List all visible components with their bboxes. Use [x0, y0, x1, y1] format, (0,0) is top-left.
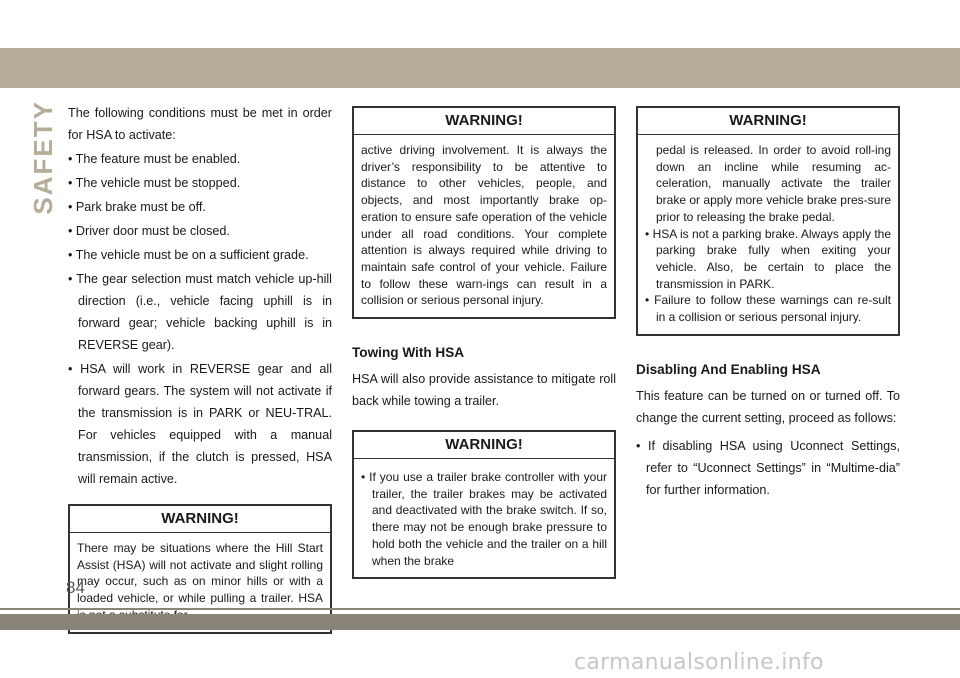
warning-box	[352, 430, 616, 579]
column-2	[352, 106, 616, 579]
warning-title: WARNING!	[354, 432, 614, 459]
condition-item: • The feature must be enabled.	[68, 152, 241, 166]
column-1	[68, 102, 332, 634]
section-heading: Disabling And Enabling HSA	[636, 361, 821, 377]
condition-item: • The vehicle must be on a sufficient grade.	[68, 248, 309, 262]
warning-title: WARNING!	[70, 506, 330, 533]
footer-band	[0, 614, 960, 630]
disable-bullet: • If disabling HSA using Uconnect Settings, refer to “Uconnect Settings” in “Multime-dia” for further information.	[636, 438, 900, 497]
warning-title: WARNING!	[638, 108, 898, 135]
footer-line	[0, 608, 960, 610]
condition-item: • HSA will work in REVERSE gear and all forward gears. The system will not activate if the transmission is in PARK or NEU-TRAL. For vehicles equipped with a manual transmission, if the clutch is pressed, HSA will remain active.	[68, 362, 332, 486]
disable-paragraph: This feature can be turned on or turned off. To change the current setting, proceed as follows:	[636, 388, 900, 425]
warning-box	[636, 106, 900, 336]
header-band	[0, 48, 960, 88]
warning-text: active driving involvement. It is always the driver’s responsibility to be attentive to distance to other vehicles, people, and objects, and most importantly brake op-eration to ensure safe operation of the vehicle under all road conditions. Your complete attention is always required while driving to maintain safe control of your vehicle. Failure to follow these warn-ings can result in a collision or serious personal injury.	[361, 143, 607, 308]
warning-text: • HSA is not a parking brake. Always apply the parking brake fully when exiting your vehicle. Also, be certain to place the transmission in PARK.	[645, 226, 891, 291]
warning-text: • If you use a trailer brake controller with your trailer, the trailer brakes may be activated and deactivated with the brake switch. If so, there may not be enough brake pressure to hold both the vehicle and the trailer on a hill when the brake	[361, 470, 607, 568]
condition-item: • The gear selection must match vehicle up-hill direction (i.e., vehicle facing uphill is in forward gear; vehicle backing uphill is in REVERSE gear).	[68, 272, 332, 352]
warning-text: pedal is released. In order to avoid roll-ing down an incline while resuming ac-celeration, manually activate the trailer brake or apply more vehicle brake pres-sure prior to releasing the brake pedal.	[656, 143, 891, 224]
condition-item: • The vehicle must be stopped.	[68, 176, 241, 190]
warning-title: WARNING!	[354, 108, 614, 135]
warning-box	[352, 106, 616, 319]
towing-paragraph: HSA will also provide assistance to mitigate roll back while towing a trailer.	[352, 372, 616, 409]
warning-text: • Failure to follow these warnings can re-sult in a collision or serious personal injury.	[645, 293, 891, 325]
section-tab: SAFETY	[28, 100, 58, 215]
section-heading: Towing With HSA	[352, 345, 465, 361]
hsa-intro: The following conditions must be met in order for HSA to activate:	[68, 106, 332, 142]
watermark: carmanualsonline.info	[574, 650, 824, 675]
condition-item: • Park brake must be off.	[68, 200, 206, 214]
page-number: 84	[66, 578, 85, 597]
column-3	[636, 106, 900, 503]
warning-text: There may be situations where the Hill Start Assist (HSA) will not activate and slight rolling may occur, such as on minor hills or with a loaded vehicle, or while pulling a trailer. HSA	[77, 541, 323, 606]
condition-item: • Driver door must be closed.	[68, 224, 230, 238]
